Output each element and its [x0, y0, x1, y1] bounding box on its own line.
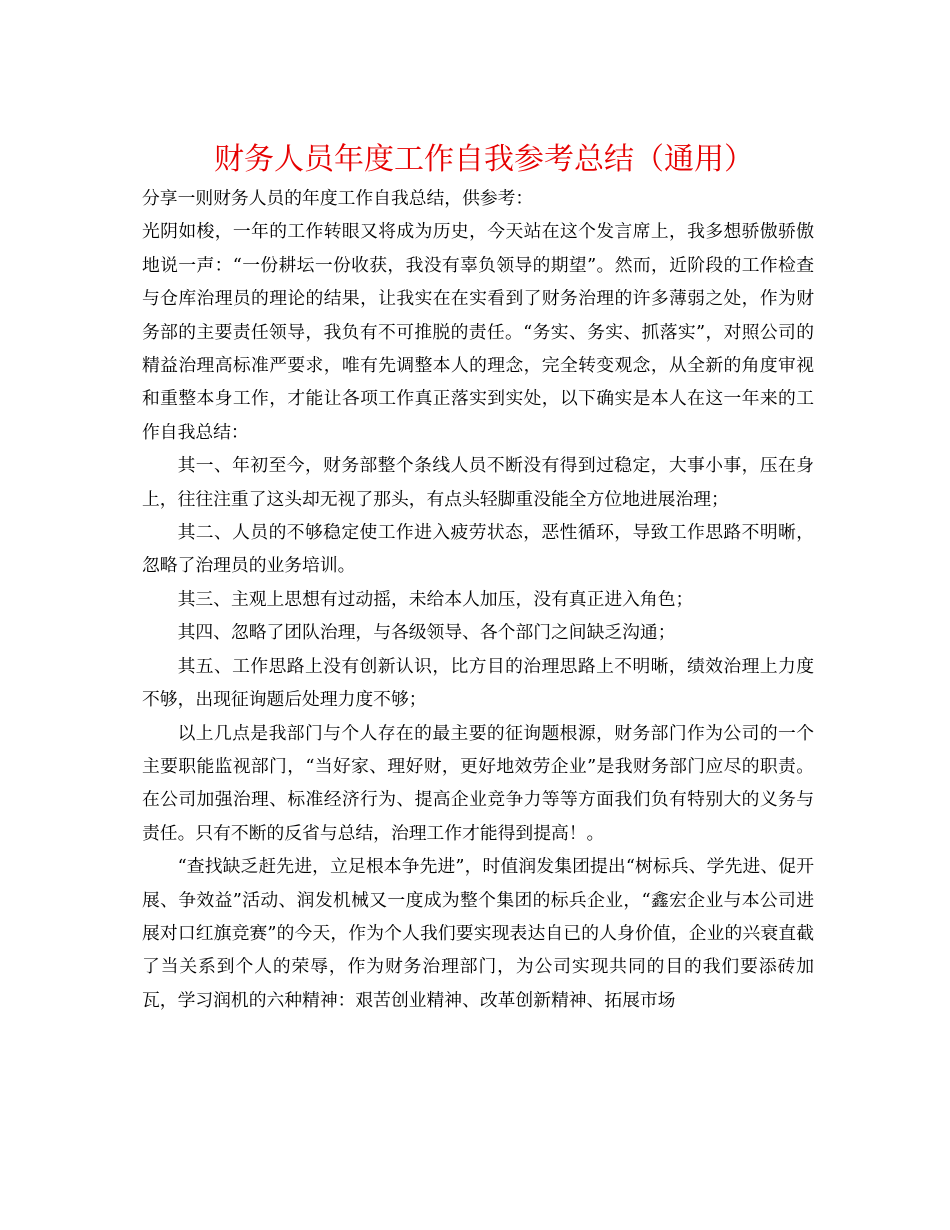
paragraph-5: 其四、忽略了团队治理，与各级领导、各个部门之间缺乏沟通；: [177, 622, 676, 644]
paragraph-3: 其二、人员的不够稳定使工作进入疲劳状态，恶性循环，导致工作思路不明晰，忽略了治理员的业务培训。: [142, 522, 814, 577]
paragraph-0: 分享一则财务人员的年度工作自我总结，供参考：: [142, 188, 534, 209]
paragraph-8: “查找缺乏赶先进，立足根本争先进”，时值润发集团提出“树标兵、学先进、促开展、争效益”活动、润发机械又一度成为整个集团的标兵企业，“鑫宏企业与本公司进展对口红旗竞赛”的今天，作为个人我们要实现表达自已的人身价值，企业的兴衰直截了当关系到个人的荣辱，作为财务治理部门，为公司实现共同的目的我们要添砖加瓦，学习润机的六种精神：艰苦创业精神、改革创新精神、拓展市场: [142, 856, 814, 1011]
document-body: [142, 182, 814, 1017]
paragraph-1: 光阴如梭，一年的工作转眼又将成为历史，今天站在这个发言席上，我多想骄傲骄傲地说一声：“一份耕坛一份收获，我没有辜负领导的期望”。然而，近阶段的工作检查与仓库治理员的理论的结果，让我实在在实看到了财务治理的许多薄弱之处，作为财务部的主要责任领导，我负有不可推脱的责任。“务实、务实、抓落实”，对照公司的精益治理高标准严要求，唯有先调整本人的理念，完全转变观念，从全新的角度审视和重整本身工作，才能让各项工作真正落实到实处，以下确实是本人在这一年来的工作自我总结：: [142, 221, 814, 443]
document-page: [142, 138, 814, 1017]
paragraph-7: 以上几点是我部门与个人存在的最主要的征询题根源，财务部门作为公司的一个主要职能监视部门，“当好家、理好财，更好地效劳企业”是我财务部门应尽的职责。在公司加强治理、标准经济行为、提高企业竞争力等等方面我们负有特别大的义务与责任。只有不断的反省与总结，治理工作才能得到提高！。: [142, 722, 814, 844]
paragraph-2: 其一、年初至今，财务部整个条线人员不断没有得到过稳定，大事小事，压在身上，往往注重了这头却无视了那头，有点头轻脚重没能全方位地进展治理；: [142, 455, 814, 510]
paragraph-6: 其五、工作思路上没有创新认识，比方目的治理思路上不明晰，绩效治理上力度不够，出现征询题后处理力度不够；: [142, 655, 814, 711]
paragraph-4: 其三、主观上思想有过动摇，未给本人加压，没有真正进入角色；: [177, 588, 694, 610]
document-title: 财务人员年度工作自我参考总结（通用）: [214, 142, 754, 177]
